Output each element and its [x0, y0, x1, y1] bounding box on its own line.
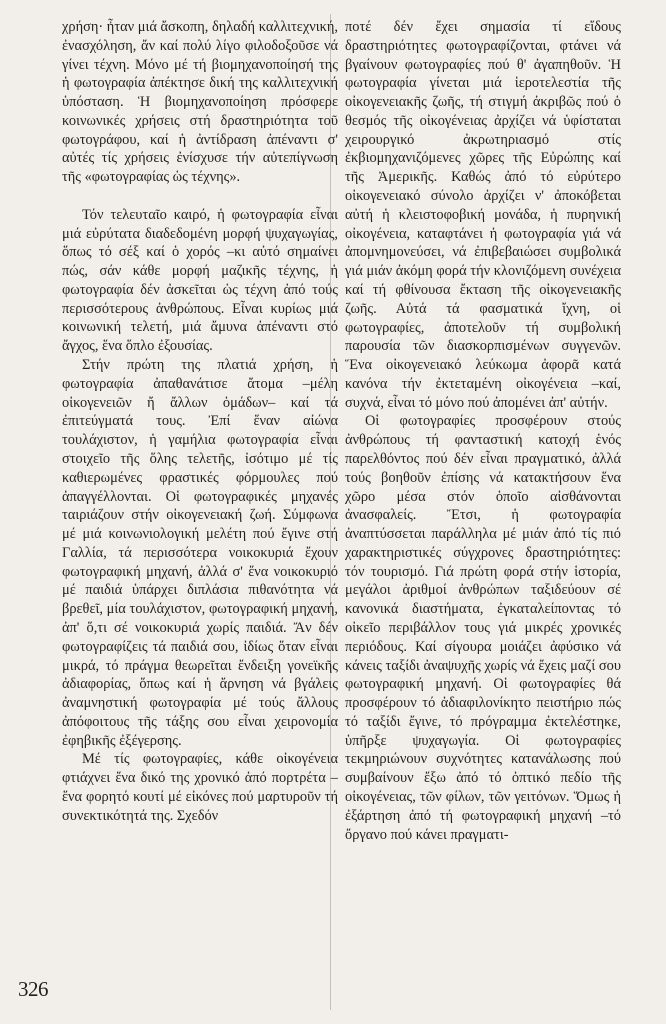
paragraph: Στήν πρώτη της πλατιά χρήση, ἡ φωτογραφία ἀπαθανάτισε ἄτομα –μέλη οἰκογενειῶν ἤ ἄλλων ὁμάδων– καί τά ἐπιτεύγματά τους. Ἐπί ἕναν αἰώνα τουλάχιστον, ἡ γαμήλια φωτογραφία εἶναι στοιχεῖο τῆς ὅλης τελετῆς, ἰσότιμο μέ τίς καθιερωμένες φραστικές φόρμουλες πού ἀπαγγέλλονται. Οἱ φωτογραφικές μηχανές ταιριάζουν στήν οἰκογενειακή ζωή. Σύμφωνα μέ μιά κοινωνιολογική μελέτη πού ἔγινε στή Γαλλία, τά περισσότερα νοικοκυριά ἔχουν φωτογραφική μηχανή, ἀλλά σ' ἕνα νοικοκυριό μέ παιδιά ὑπάρχει διπλάσια πιθανότητα νά βρεθεῖ, μία τουλάχιστον, φωτογραφική μηχανή, ἀπ' ὅ,τι σέ νοικοκυριά χωρίς παιδιά. Ἄν δέν φωτογραφίζεις τά παιδιά σου, ἰδίως ὅταν εἶναι μικρά, τό πράγμα θεωρεῖται ἔνδειξη γονεϊκῆς ἀδιαφορίας, ὅπως καί ἡ ἄρνηση νά βγάλεις ἀναμνηστική φωτογραφία μέ τούς ἄλλους ἀπόφοιτους τῆς τάξης σου εἶναι χειρονομία ἐφηβικῆς ἐξέγερσης.	[62, 357, 338, 749]
page-number: 326	[18, 977, 48, 1001]
paragraph: ποτέ δέν ἔχει σημασία τί εἴδους δραστηριότητες φωτογραφίζονται, φτάνει νά βγαίνουν φωτογραφίες πού θ' ἀγαπηθοῦν. Ἡ φωτογραφία γίνεται μιά ἱεροτελεστία τῆς οἰκογενειακῆς ζωῆς, τή στιγμή ἀκριβῶς πού ὁ θεσμός τῆς οἰκογένειας ἀρχίζει νά ὑφίσταται χειρουργικό ἀκρωτηριασμό στίς ἐκβιομηχανιζόμενες χῶρες τῆς Εὐρώπης καί τῆς Ἀμερικῆς. Καθώς ἀπό τό εὐρύτερο οἰκογενειακό σύνολο ἀρχίζει ν' ἀποκόβεται αὐτή ἡ κλειστοφοβική μονάδα, ἡ πυρηνική οἰκογένεια, καταφτάνει ἡ φωτογραφία γιά νά ἀπομνημονεύσει, νά ἐπιβεβαιώσει συμβολικά γιά μιάν ἀκόμη φορά τήν κλονιζόμενη συνέχεια καί τή φθίνουσα ἔκταση τῆς οἰκογενειακῆς ζωῆς. Αὐτά τά φασματικά ἴχνη, οἱ φωτογραφίες, ἀποτελοῦν τή συμβολική παρουσία τῶν διασκορπισμένων συγγενῶν. Ἕνα οἰκογενειακό λεύκωμα ἀφορᾶ κατά κανόνα τήν ἐκτεταμένη οἰκογένεια –καί, συχνά, εἶναι τό μόνο πού ἀπομένει ἀπ' αὐτήν.	[345, 19, 621, 411]
paragraph: Μέ τίς φωτογραφίες, κάθε οἰκογένεια φτιάχνει ἕνα δικό της χρονικό ἀπό πορτρέτα –ἕνα φορητό κουτί μέ εἰκόνες πού μαρτυροῦν τή συνεκτικότητά της. Σχεδόν	[62, 751, 338, 824]
paragraph: Τόν τελευταῖο καιρό, ἡ φωτογραφία εἶναι μιά εὐρύτατα διαδεδομένη μορφή ψυχαγωγίας, ὅπως τό σέξ καί ὁ χορός –κι αὐτό σημαίνει πώς, σάν κάθε μορφή μαζικῆς τέχνης, ἡ φωτογραφία δέν ἀσκεῖται ὡς τέχνη ἀπό τούς περισσότερους ἀνθρώπους. Εἶναι κυρίως μιά κοινωνική τελετή, μιά ἄμυνα ἀπέναντι στό ἄγχος, ἕνα ὅπλο ἐξουσίας.	[62, 206, 338, 355]
paragraph: χρήση· ἦταν μιά ἄσκοπη, δηλαδή καλλιτεχνική, ἐνασχόληση, ἄν καί πολύ λίγο φιλοδοξοῦσε νά γίνει τέχνη. Μόνο μέ τή βιομηχανοποίησή της ἡ φωτογραφία ἀπέκτησε δική της καλλιτεχνική ὑπόσταση. Ἡ βιομηχανοποίηση πρόσφερε κοινωνικές χρήσεις στή δραστηριότητα τοῦ φωτογράφου, καί ἡ ἀντίδραση ἀπέναντι σ' αὐτές τίς χρήσεις ἐνίσχυσε τήν αὐτεπίγνωση τῆς «φωτογραφίας ὡς τέχνης».	[62, 19, 338, 186]
paragraph: Οἱ φωτογραφίες προσφέρουν στούς ἀνθρώπους τή φανταστική κατοχή ἑνός παρελθόντος πού δέν εἶναι πραγματικό, ἀλλά τούς βοηθοῦν ἐπίσης νά κατακτήσουν ἕνα χῶρο μέσα στόν ὁποῖο αἰσθάνονται ἀνασφαλείς. Ἔτσι, ἡ φωτογραφία ἀναπτύσσεται παράλληλα μέ μιάν ἀπό τίς πιό χαρακτηριστικές σύγχρονες δραστηριότητες: τόν τουρισμό. Γιά πρώτη φορά στήν ἱστορία, μεγάλοι ἀριθμοί ἀνθρώπων ταξιδεύουν σέ κανονικά διαστήματα, ἐγκαταλείποντας τό οἰκεῖο περιβάλλον τους γιά μικρές χρονικές περιόδους. Καί σίγουρα μοιάζει ἀφύσικο νά κάνεις ταξίδι ἀναψυχῆς χωρίς νά ἔχεις μαζί σου φωτογραφική μηχανή. Οἱ φωτογραφίες θά προσφέρουν τό ἀδιαφιλονίκητο πειστήριο πώς τό ταξίδι ἔγινε, τό πρόγραμμα ἐκτελέστηκε, ὑπῆρξε ψυχαγωγία. Οἱ φωτογραφίες τεκμηριώνουν συχνότητες κατανάλωσης πού συμβαίνουν ἔξω ἀπό τό ὀπτικό πεδίο τῆς οἰκογένειας, τῶν φίλων, τῶν γειτόνων. Ὅμως ἡ ἐξάρτηση ἀπό τή φωτογραφική μηχανή –τό ὄργανο πού κάνει πραγματι-	[345, 413, 621, 843]
left-text-column	[62, 18, 338, 826]
right-text-column	[345, 18, 621, 844]
